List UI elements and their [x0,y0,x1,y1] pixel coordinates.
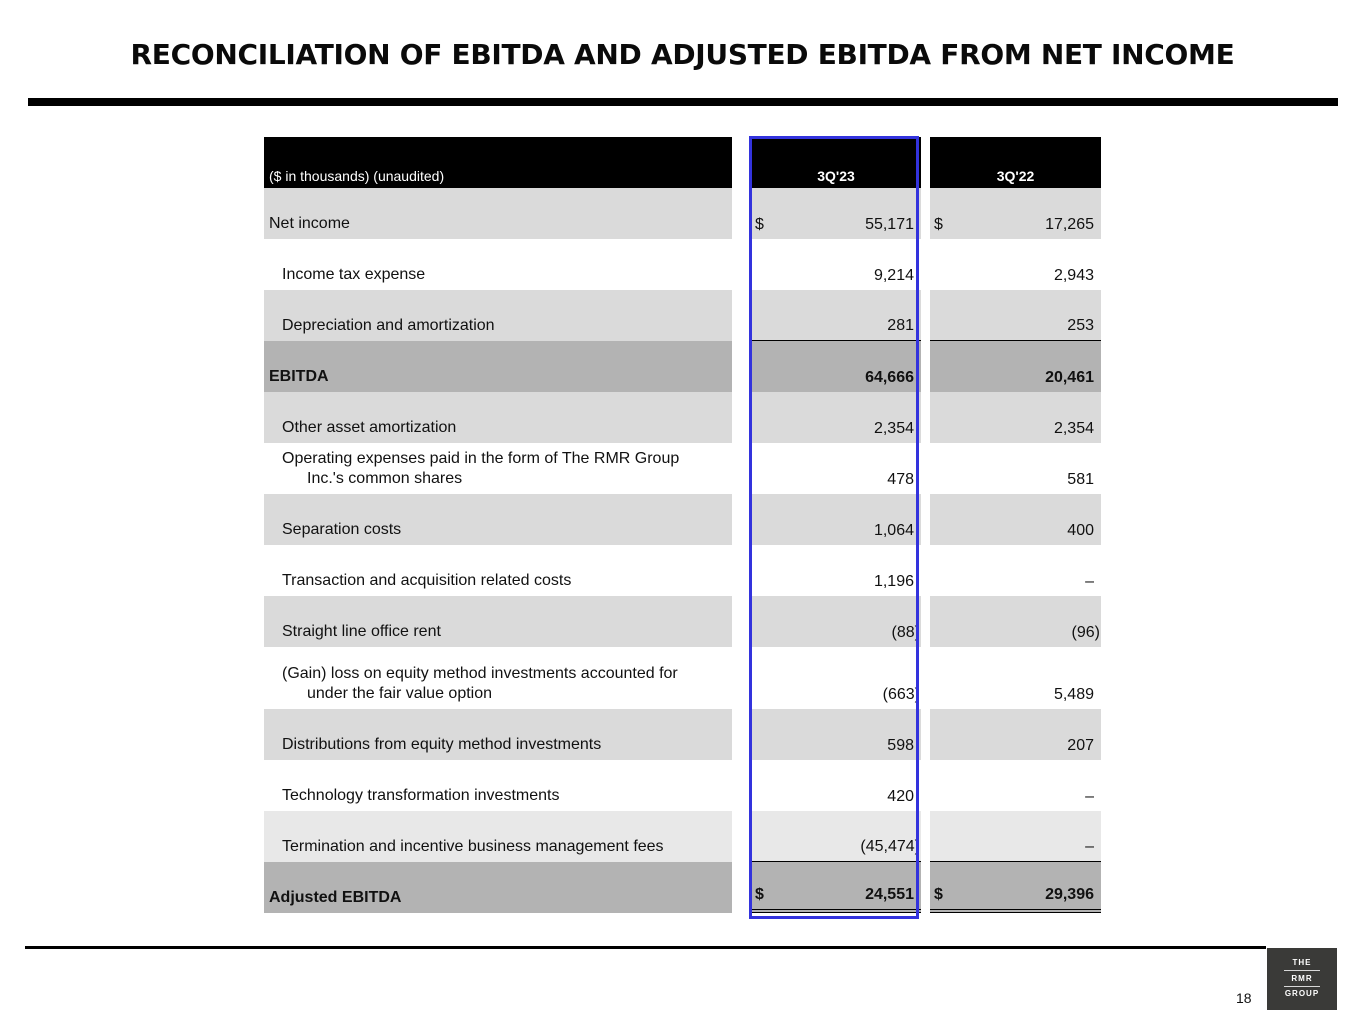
table-row-straight-line-rent [264,596,732,647]
table-row-adjusted-ebitda [264,862,732,913]
table-header-3q23: 3Q'23 [817,168,855,184]
row-value: 207 [1067,737,1094,754]
currency-symbol: $ [755,216,764,233]
row-value: 1,064 [873,522,914,539]
row-value: 581 [1067,471,1094,488]
row-value: 478 [887,471,914,488]
logo-rule-top [1284,970,1320,971]
row-label: Separation costs [282,521,402,538]
page-number: 18 [1236,990,1252,1006]
row-rent-3q22 [930,596,1101,647]
row-label: Income tax expense [282,266,426,283]
title-divider [28,98,1338,106]
currency-symbol: $ [755,886,764,903]
logo-line1: THE [1292,958,1312,967]
row-label: Straight line office rent [282,623,441,640]
logo-rule-bottom [1284,986,1320,987]
table-row-technology-transformation [264,760,732,811]
row-distributions-3q23 [751,709,921,760]
row-value: 20,461 [1045,369,1094,386]
row-value: 2,943 [1053,267,1094,284]
row-technology-3q23 [751,760,921,811]
logo-line2: RMR [1291,974,1313,983]
row-label: Distributions from equity method investments [282,736,602,753]
row-adjusted-ebitda-3q22 [930,862,1101,913]
row-ebitda-3q22 [930,341,1101,392]
row-income-tax-3q22 [930,239,1101,290]
row-value: 2,354 [873,420,914,437]
row-termination-3q23 [751,811,921,862]
row-value: (45,474) [860,838,920,855]
table-header-col1-cell [751,137,921,188]
footer-divider [25,946,1266,949]
row-distributions-3q22 [930,709,1101,760]
rmr-group-logo [1267,948,1337,1010]
row-value: 400 [1067,522,1094,539]
table-row-transaction-costs [264,545,732,596]
row-label: Depreciation and amortization [282,317,495,334]
logo-line3: GROUP [1284,989,1320,998]
row-net-income-3q22 [930,188,1101,239]
table-row-termination-fees [264,811,732,862]
currency-symbol: $ [934,886,943,903]
row-value: (96) [1071,624,1100,641]
row-separation-3q23 [751,494,921,545]
row-rent-3q23 [751,596,921,647]
table-row-operating-expenses-shares [264,443,732,494]
row-label-line1: Operating expenses paid in the form of The RMR Group [282,450,680,467]
row-label [282,449,722,489]
row-value: – [1085,788,1094,805]
row-value: (663) [882,686,920,703]
row-value: 281 [887,317,914,334]
row-label-line2: Inc.'s common shares [307,470,463,487]
row-termination-3q22 [930,811,1101,862]
table-row-income-tax-expense [264,239,732,290]
row-value: 17,265 [1045,216,1094,233]
row-depreciation-3q23 [751,290,921,341]
row-depreciation-3q22 [930,290,1101,341]
row-equity-gain-loss-3q23 [751,647,921,709]
row-label: Net income [269,215,350,232]
row-other-asset-3q22 [930,392,1101,443]
table-header-col2-cell [930,137,1101,188]
currency-symbol: $ [934,216,943,233]
row-income-tax-3q23 [751,239,921,290]
row-transaction-3q23 [751,545,921,596]
row-value: 55,171 [865,216,914,233]
table-row-net-income [264,188,732,239]
row-net-income-3q23 [751,188,921,239]
row-value: 24,551 [865,886,914,903]
row-value: (88) [891,624,920,641]
row-operating-expenses-3q23 [751,443,921,494]
table-header-label-cell [264,137,732,188]
row-equity-gain-loss-3q22 [930,647,1101,709]
table-row-distributions [264,709,732,760]
row-other-asset-3q23 [751,392,921,443]
row-value: 5,489 [1053,686,1094,703]
row-adjusted-ebitda-3q23 [751,862,921,913]
table-row-ebitda [264,341,732,392]
row-value: 253 [1067,317,1094,334]
row-value: 1,196 [873,573,914,590]
row-label-line1: (Gain) loss on equity method investments accounted for [282,665,678,682]
row-value: 9,214 [873,267,914,284]
row-label: Adjusted EBITDA [269,889,402,906]
table-header-3q22: 3Q'22 [996,168,1035,184]
row-value: 64,666 [865,369,914,386]
row-value: 29,396 [1045,886,1094,903]
row-value: 420 [887,788,914,805]
row-separation-3q22 [930,494,1101,545]
table-row-equity-method-gain-loss [264,647,732,709]
row-label: Technology transformation investments [282,787,560,804]
row-value: 598 [887,737,914,754]
row-label: EBITDA [269,368,329,385]
row-value: 2,354 [1053,420,1094,437]
table-row-separation-costs [264,494,732,545]
row-value: – [1085,573,1094,590]
row-label-line2: under the fair value option [307,685,493,702]
row-transaction-3q22 [930,545,1101,596]
table-row-depreciation [264,290,732,341]
row-label [282,664,722,704]
table-row-other-asset-amortization [264,392,732,443]
row-label: Transaction and acquisition related costs [282,572,572,589]
slide-title: RECONCILIATION OF EBITDA AND ADJUSTED EBITDA FROM NET INCOME [130,38,1235,71]
row-operating-expenses-3q22 [930,443,1101,494]
row-technology-3q22 [930,760,1101,811]
row-label: Other asset amortization [282,419,457,436]
table-header-label: ($ in thousands) (unaudited) [269,168,445,184]
row-value: – [1085,838,1094,855]
row-label: Termination and incentive business management fees [282,838,664,855]
row-ebitda-3q23 [751,341,921,392]
